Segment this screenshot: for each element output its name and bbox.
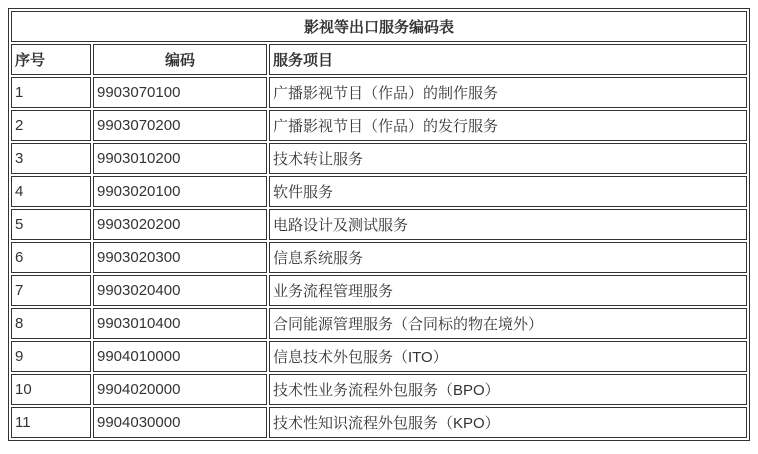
table-row bbox=[11, 110, 747, 141]
cell-service: 技术转让服务 bbox=[269, 143, 747, 174]
cell-seq: 6 bbox=[11, 242, 91, 273]
cell-seq: 1 bbox=[11, 77, 91, 108]
cell-service: 业务流程管理服务 bbox=[269, 275, 747, 306]
table-row bbox=[11, 407, 747, 438]
cell-service: 技术性业务流程外包服务（BPO） bbox=[269, 374, 747, 405]
table-row bbox=[11, 143, 747, 174]
service-code-table bbox=[8, 8, 750, 441]
table-row bbox=[11, 341, 747, 372]
col-header-seq: 序号 bbox=[11, 44, 91, 75]
col-header-code: 编码 bbox=[93, 44, 267, 75]
title-row bbox=[11, 11, 747, 42]
table-row bbox=[11, 242, 747, 273]
cell-service: 信息技术外包服务（ITO） bbox=[269, 341, 747, 372]
cell-seq: 8 bbox=[11, 308, 91, 339]
cell-service: 广播影视节目（作品）的发行服务 bbox=[269, 110, 747, 141]
cell-seq: 10 bbox=[11, 374, 91, 405]
cell-seq: 9 bbox=[11, 341, 91, 372]
table-row bbox=[11, 176, 747, 207]
cell-code: 9904010000 bbox=[93, 341, 267, 372]
cell-code: 9903010200 bbox=[93, 143, 267, 174]
table-title: 影视等出口服务编码表 bbox=[11, 11, 747, 42]
col-header-service: 服务项目 bbox=[269, 44, 747, 75]
table-row bbox=[11, 77, 747, 108]
cell-code: 9903010400 bbox=[93, 308, 267, 339]
cell-code: 9903020400 bbox=[93, 275, 267, 306]
table-row bbox=[11, 308, 747, 339]
cell-seq: 2 bbox=[11, 110, 91, 141]
cell-seq: 7 bbox=[11, 275, 91, 306]
cell-seq: 11 bbox=[11, 407, 91, 438]
cell-code: 9903020100 bbox=[93, 176, 267, 207]
cell-service: 技术性知识流程外包服务（KPO） bbox=[269, 407, 747, 438]
table-row bbox=[11, 209, 747, 240]
cell-code: 9903070100 bbox=[93, 77, 267, 108]
header-row bbox=[11, 44, 747, 75]
cell-service: 广播影视节目（作品）的制作服务 bbox=[269, 77, 747, 108]
cell-seq: 3 bbox=[11, 143, 91, 174]
cell-service: 信息系统服务 bbox=[269, 242, 747, 273]
cell-code: 9903020300 bbox=[93, 242, 267, 273]
cell-service: 软件服务 bbox=[269, 176, 747, 207]
cell-code: 9903020200 bbox=[93, 209, 267, 240]
cell-service: 合同能源管理服务（合同标的物在境外） bbox=[269, 308, 747, 339]
table-row bbox=[11, 275, 747, 306]
cell-seq: 4 bbox=[11, 176, 91, 207]
table-row bbox=[11, 374, 747, 405]
cell-code: 9904020000 bbox=[93, 374, 267, 405]
cell-code: 9903070200 bbox=[93, 110, 267, 141]
cell-service: 电路设计及测试服务 bbox=[269, 209, 747, 240]
cell-seq: 5 bbox=[11, 209, 91, 240]
cell-code: 9904030000 bbox=[93, 407, 267, 438]
